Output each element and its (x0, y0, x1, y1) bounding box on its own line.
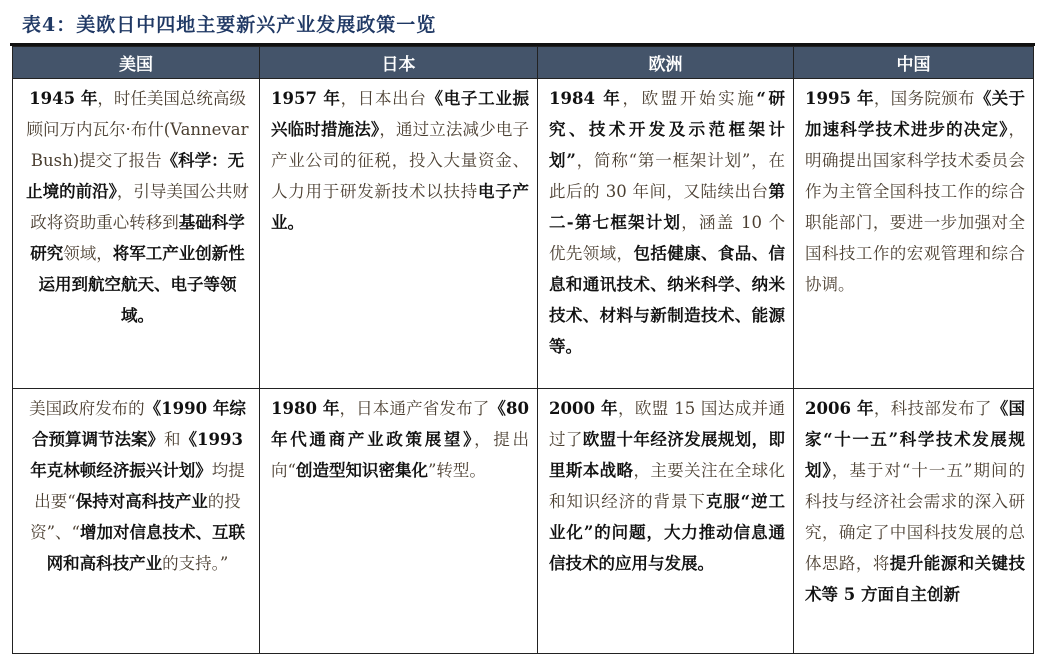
bold-text-segment: 《1990 年综合预算调节法案》 (32, 399, 246, 449)
text-segment: ，提出向“ (271, 430, 530, 480)
bold-text-segment: 第二-第七框架计划 (549, 182, 785, 232)
bold-text-segment: 增加对信息技术、互联网和高科技产业 (46, 523, 245, 573)
header-china: 中国 (794, 47, 1034, 79)
text-segment: ，涵盖 10 个优先领域， (549, 213, 785, 263)
text-segment: 均提出要“ (34, 461, 245, 511)
bold-text-segment: 2006 年 (805, 399, 874, 418)
header-europe: 欧洲 (538, 47, 794, 79)
text-segment: ，欧盟开始实施 (622, 89, 757, 108)
bold-text-segment: 基础科学研究 (30, 213, 245, 263)
cell-usa (13, 79, 260, 389)
text-segment: ，明确提出国家科学技术委员会作为主管全国科技工作的综合职能部门，要进一步加强对全国科技工作的宏观管理和综合协调。 (805, 120, 1025, 294)
text-segment: ，基于对“十一五”期间的科技与经济社会需求的深入研究，确定了中国科技发展的总体思路，将 (805, 461, 1026, 573)
bold-text-segment: 《关于加速科学技术进步的决定》 (805, 89, 1026, 139)
bold-text-segment: 《国家“十一五”科学技术发展规划》 (805, 399, 1026, 480)
text-segment: ，简称“第一框架计划”，在此后的 30 年间，又陆续出台 (549, 151, 785, 201)
text-segment: ，欧盟 15 国达成并通过了 (549, 399, 785, 449)
bold-text-segment: 1980 年 (271, 399, 340, 418)
bold-text-segment: 《电子工业振兴临时措施法》 (271, 89, 530, 139)
header-japan: 日本 (260, 47, 538, 79)
text-segment: ，科技部发布了 (873, 399, 992, 418)
bold-text-segment: 电子产业。 (271, 182, 529, 232)
bold-text-segment: 保持对高科技产业 (75, 492, 208, 511)
bold-text-segment: 1957 年 (271, 89, 341, 108)
bold-text-segment: 克服“逆工业化”的问题，大力推动信息通信技术的应用与发展。 (549, 492, 785, 573)
text-segment: ，日本出台 (340, 89, 427, 108)
cell-europe (538, 389, 794, 654)
text-segment: 美国政府发布的 (29, 399, 145, 418)
text-segment: ，引导美国公共财政将资助重心转移到 (30, 182, 249, 232)
text-segment: 领域， (63, 244, 113, 263)
text-segment: ”转型。 (427, 461, 486, 480)
bold-text-segment: 提升能源和关键技术等 5 方面自主创新 (805, 554, 1026, 604)
cell-china (794, 389, 1034, 654)
bold-text-segment: 将军工产业创新性运用到航空航天、电子等领域。 (38, 244, 245, 325)
cell-europe (538, 79, 794, 389)
bold-text-segment: “研究、技术开发及示范框架计划” (549, 89, 785, 170)
text-segment: 的投资”、“ (30, 492, 241, 542)
policy-table (12, 46, 1034, 654)
bold-text-segment: 包括健康、食品、信息和通讯技术、纳米科学、纳米技术、材料与新制造技术、能源等。 (549, 244, 786, 356)
text-segment: ，日本通产省发布了 (339, 399, 490, 418)
table-row (13, 389, 1034, 654)
bold-text-segment: 1995 年 (805, 89, 874, 108)
text-segment: ，国务院颁布 (873, 89, 975, 108)
bold-text-segment: 1984 年 (549, 89, 623, 108)
bold-text-segment: 《科学：无止境的前沿》 (26, 151, 245, 201)
cell-usa (13, 389, 260, 654)
text-segment: ，主要关注在全球化和知识经济的背景下 (549, 461, 786, 511)
text-segment: ，通过立法减少电子产业公司的征税，投入大量资金、人力用于研发新技术以扶持 (271, 120, 530, 201)
cell-japan (260, 79, 538, 389)
cell-china (794, 79, 1034, 389)
bold-text-segment: 创造型知识密集化 (295, 461, 428, 480)
header-usa: 美国 (13, 47, 260, 79)
bold-text-segment: 1945 年 (29, 89, 98, 108)
header-row (13, 47, 1034, 79)
cell-japan (260, 389, 538, 654)
text-segment: 的支持。” (162, 554, 229, 573)
text-segment: 和 (164, 430, 181, 449)
bold-text-segment: 欧盟十年经济发展规划，即里斯本战略 (549, 430, 786, 480)
bold-text-segment: 《1993 年克林顿经济振兴计划》 (30, 430, 243, 480)
table-row (13, 79, 1034, 389)
bold-text-segment: 2000 年 (549, 399, 618, 418)
text-segment: ，时任美国总统高级顾问万内瓦尔·布什(Vannevar Bush)提交了报告 (26, 89, 249, 170)
table-title: 表4：美欧日中四地主要新兴产业发展政策一览 (22, 14, 437, 36)
bold-text-segment: 《80 年代通商产业政策展望》 (271, 399, 530, 449)
